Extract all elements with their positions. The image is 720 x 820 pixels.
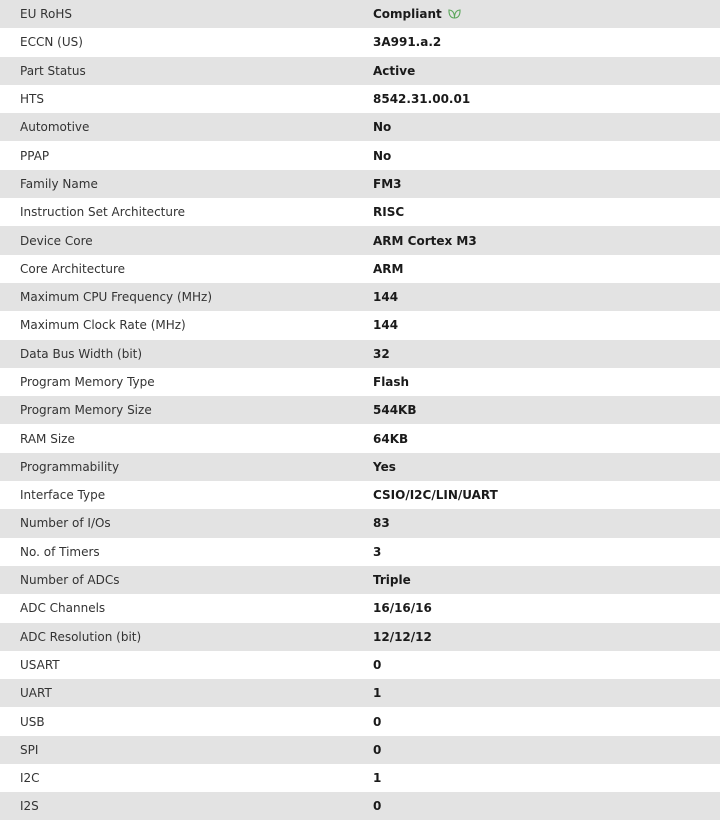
spec-row <box>0 311 720 339</box>
spec-label: SPI <box>20 742 39 757</box>
spec-label: Maximum CPU Frequency (MHz) <box>20 290 212 305</box>
spec-row <box>0 283 720 311</box>
spec-label: No. of Timers <box>20 544 100 559</box>
spec-row <box>0 57 720 85</box>
spec-value: FM3 <box>373 176 402 191</box>
spec-value: 0 <box>373 742 382 757</box>
spec-label: Data Bus Width (bit) <box>20 346 143 361</box>
spec-label: Device Core <box>20 233 93 248</box>
spec-row <box>0 481 720 509</box>
spec-label: USB <box>20 714 45 729</box>
spec-label: HTS <box>20 92 44 107</box>
spec-row <box>0 396 720 424</box>
spec-row <box>0 679 720 707</box>
spec-row <box>0 736 720 764</box>
spec-value: 0 <box>373 657 382 672</box>
spec-row <box>0 623 720 651</box>
spec-row <box>0 594 720 622</box>
spec-label: Family Name <box>20 176 98 191</box>
spec-value: 8542.31.00.01 <box>373 92 471 107</box>
spec-value: 1 <box>373 686 382 701</box>
spec-row <box>0 538 720 566</box>
spec-value: No <box>373 148 392 163</box>
spec-row <box>0 85 720 113</box>
spec-value: 144 <box>373 318 399 333</box>
spec-value: Active <box>373 63 416 78</box>
spec-value: Compliant <box>373 6 442 21</box>
spec-value: 0 <box>373 714 382 729</box>
spec-value: 3A991.a.2 <box>373 35 442 50</box>
spec-row <box>0 226 720 254</box>
spec-value: 64KB <box>373 431 409 446</box>
leaf-icon <box>448 8 461 22</box>
spec-row <box>0 453 720 481</box>
spec-label: ADC Resolution (bit) <box>20 629 142 644</box>
spec-value: 83 <box>373 516 390 531</box>
spec-value: Yes <box>373 459 396 474</box>
spec-label: RAM Size <box>20 431 75 446</box>
spec-value: 1 <box>373 771 382 786</box>
spec-label: ECCN (US) <box>20 35 83 50</box>
spec-value: Flash <box>373 375 410 389</box>
spec-row <box>0 764 720 792</box>
spec-row <box>0 368 720 396</box>
spec-row <box>0 707 720 735</box>
spec-label: Automotive <box>20 120 90 135</box>
spec-value: No <box>373 120 392 135</box>
spec-value: 12/12/12 <box>373 629 432 644</box>
spec-label: Number of ADCs <box>20 573 120 588</box>
spec-row <box>0 170 720 198</box>
spec-row <box>0 340 720 368</box>
spec-row <box>0 255 720 283</box>
spec-label: Maximum Clock Rate (MHz) <box>20 318 186 333</box>
spec-label: Number of I/Os <box>20 516 111 531</box>
spec-row <box>0 424 720 452</box>
spec-row <box>0 792 720 820</box>
spec-value: ARM Cortex M3 <box>373 233 477 248</box>
spec-value: 32 <box>373 346 390 361</box>
spec-value: Triple <box>373 573 411 588</box>
spec-value: 544KB <box>373 403 417 418</box>
spec-value: ARM <box>373 261 404 276</box>
spec-label: Programmability <box>20 459 120 474</box>
spec-label: Program Memory Type <box>20 375 155 389</box>
spec-value: CSIO/I2C/LIN/UART <box>373 488 498 503</box>
spec-row <box>0 113 720 141</box>
spec-row <box>0 566 720 594</box>
spec-row <box>0 28 720 56</box>
spec-row <box>0 509 720 537</box>
spec-label: UART <box>20 686 52 701</box>
spec-label: I2C <box>20 771 40 786</box>
spec-value: 16/16/16 <box>373 601 432 616</box>
spec-value: 0 <box>373 799 382 814</box>
spec-value: RISC <box>373 205 405 220</box>
spec-value: 3 <box>373 544 382 559</box>
spec-value-cell <box>373 0 720 28</box>
spec-value: 144 <box>373 290 399 305</box>
spec-label: USART <box>20 657 60 672</box>
spec-label: PPAP <box>20 148 50 163</box>
spec-label: EU RoHS <box>20 7 72 22</box>
spec-row <box>0 651 720 679</box>
spec-label: Interface Type <box>20 488 106 503</box>
spec-label: Instruction Set Architecture <box>20 205 186 220</box>
spec-label: Part Status <box>20 63 86 78</box>
spec-label: ADC Channels <box>20 601 106 616</box>
spec-label: Program Memory Size <box>20 403 152 418</box>
spec-label: I2S <box>20 799 39 814</box>
spec-label: Core Architecture <box>20 261 126 276</box>
spec-row <box>0 141 720 169</box>
spec-row <box>0 198 720 226</box>
spec-row <box>0 0 720 28</box>
